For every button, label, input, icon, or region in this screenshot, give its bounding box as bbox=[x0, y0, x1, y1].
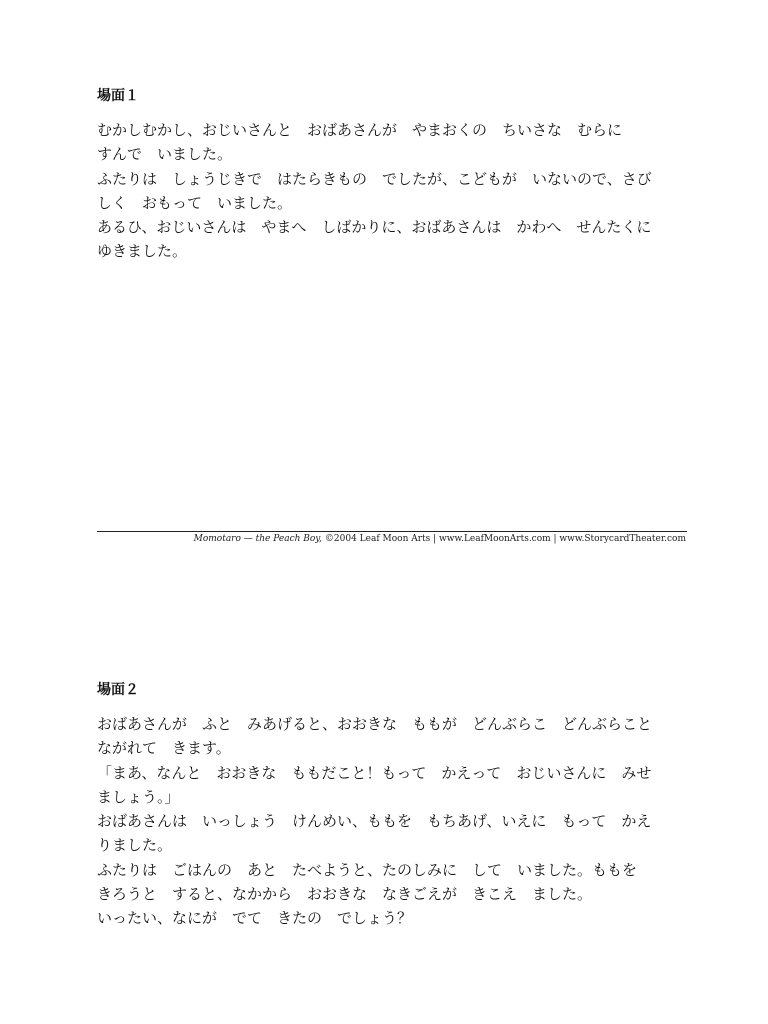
scene-1-line: すんで いました。 bbox=[97, 145, 233, 164]
scene-2-line: ながれて きます。 bbox=[97, 739, 231, 758]
footer-credit bbox=[194, 533, 686, 545]
scene-2-line: おばあさんが ふと みあげると、おおきな ももが どんぶらこ どんぶらこと bbox=[97, 715, 653, 733]
scene-1 bbox=[97, 86, 687, 264]
scene-2-line: いったい、なにが でて きたの でしょう？ bbox=[97, 909, 413, 928]
scene-1-line: あるひ、おじいさんは やまへ しばかりに、おばあさんは かわへ せんたくに bbox=[97, 218, 652, 237]
scene-2-line: きろうと すると、なかから おおきな なきごえが きこえ ました。 bbox=[97, 885, 593, 904]
scene-2 bbox=[97, 680, 687, 931]
scene-2-line: 「まあ、なんと おおきな ももだこと！もって かえって おじいさんに みせ bbox=[97, 763, 652, 782]
scene-2-line: ましょう。」 bbox=[97, 787, 180, 806]
scene-1-line: むかしむかし、おじいさんと おばあさんが やまおくの ちいさな むらに bbox=[97, 121, 623, 139]
scene-2-line: りました。 bbox=[97, 836, 173, 855]
scene-1-line: ゆきました。 bbox=[97, 242, 188, 261]
scene-1-line: ふたりは しょうじきで はたらきもの でしたが、こどもが いないので、さび bbox=[97, 169, 652, 188]
scene-1-body bbox=[97, 118, 687, 264]
scene-2-line: おばあさんは いっしょう けんめい、ももを もちあげ、いえに もって かえ bbox=[97, 812, 652, 831]
footer-copyright: ©2004 Leaf Moon Arts | www.LeafMoonArts.com | www.StorycardTheater.com bbox=[322, 534, 686, 544]
scene-2-line: ふたりは ごはんの あと たべようと、たのしみに して いました。ももを bbox=[97, 860, 638, 879]
scene-2-body bbox=[97, 712, 687, 931]
footer-story-title: Momotaro — the Peach Boy, bbox=[193, 534, 323, 544]
scene-1-line: しく おもって いました。 bbox=[97, 193, 293, 212]
scene-1-title: 場面１ bbox=[97, 88, 139, 104]
footer-divider bbox=[97, 531, 687, 532]
scene-2-title: 場面２ bbox=[97, 682, 139, 698]
